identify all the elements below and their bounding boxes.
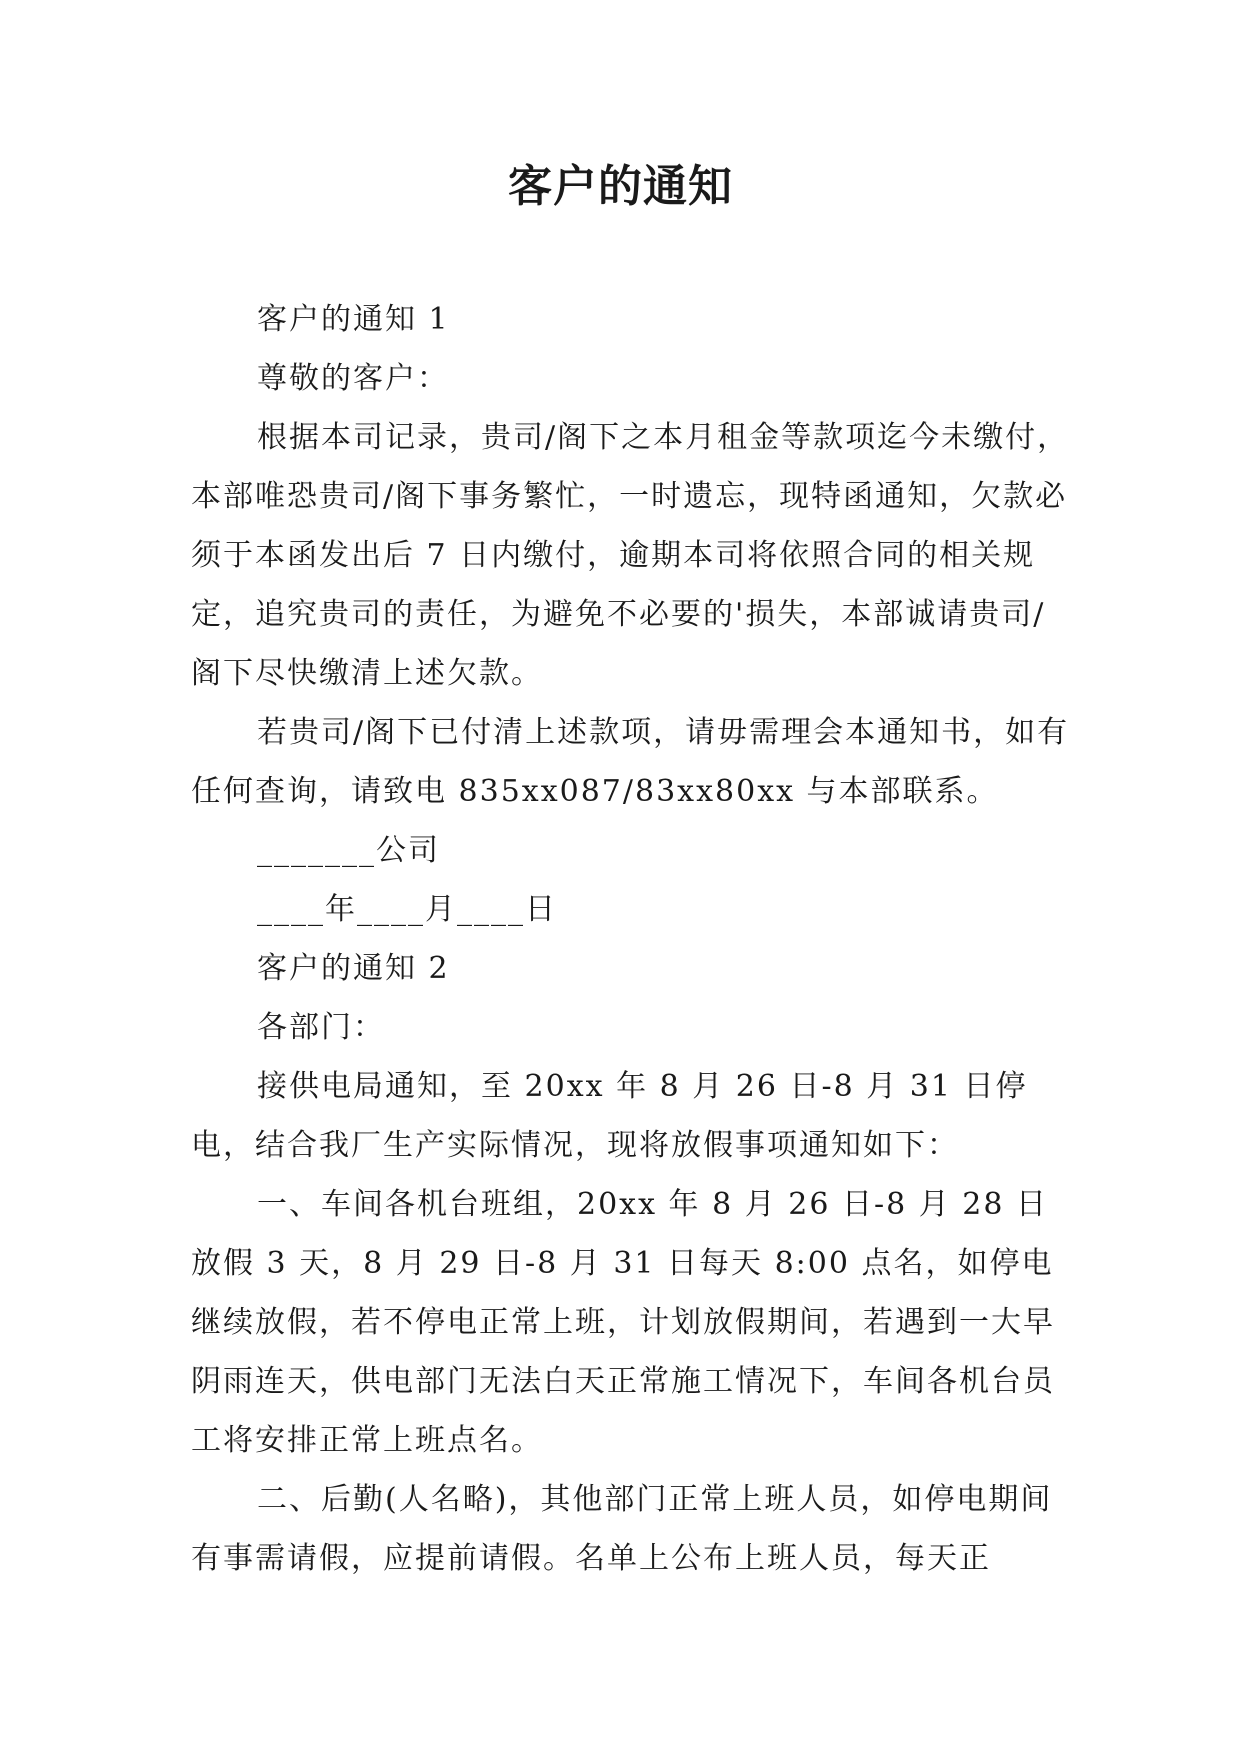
- paragraph-payment-notice: 根据本司记录，贵司/阁下之本月租金等款项迄今未缴付，本部唯恐贵司/阁下事务繁忙，一时遗忘，现特函通知，欠款必须于本函发出后 7 日内缴付，逾期本司将依照合同的相关规定，追究贵司的责任，为避免不必要的'损失，本部诚请贵司/阁下尽快缴清上述欠款。: [191, 420, 1070, 691]
- signature-company: _______公司: [257, 833, 440, 868]
- section-heading-1: 客户的通知 1: [257, 302, 450, 337]
- section-heading-2: 客户的通知 2: [257, 951, 450, 986]
- salutation: 尊敬的客户：: [257, 361, 449, 396]
- paragraph-power-outage: 接供电局通知，至 20xx 年 8 月 26 日-8 月 31 日停电，结合我厂生产实际情况，现将放假事项通知如下：: [191, 1069, 1028, 1163]
- signature-date: ____年____月____日: [257, 892, 557, 927]
- paragraph-item-1: 一、车间各机台班组，20xx 年 8 月 26 日-8 月 28 日放假 3 天，8 月 29 日-8 月 31 日每天 8:00 点名，如停电继续放假，若不停电正常上班，计划放假期间，若遇到一大早阴雨连天，供电部门无法白天正常施工情况下，车间各机台员工将安排正常上班点名。: [191, 1187, 1055, 1458]
- salutation-departments: 各部门：: [257, 1010, 385, 1045]
- paragraph-item-2: 二、后勤(人名略)，其他部门正常上班人员，如停电期间有事需请假，应提前请假。名单上公布上班人员，每天正: [191, 1482, 1053, 1576]
- document-body: [191, 290, 1071, 1588]
- document-title: 客户的通知: [508, 161, 733, 212]
- paragraph-contact: 若贵司/阁下已付清上述款项，请毋需理会本通知书，如有任何查询，请致电 835xx087/83xx80xx 与本部联系。: [191, 715, 1070, 809]
